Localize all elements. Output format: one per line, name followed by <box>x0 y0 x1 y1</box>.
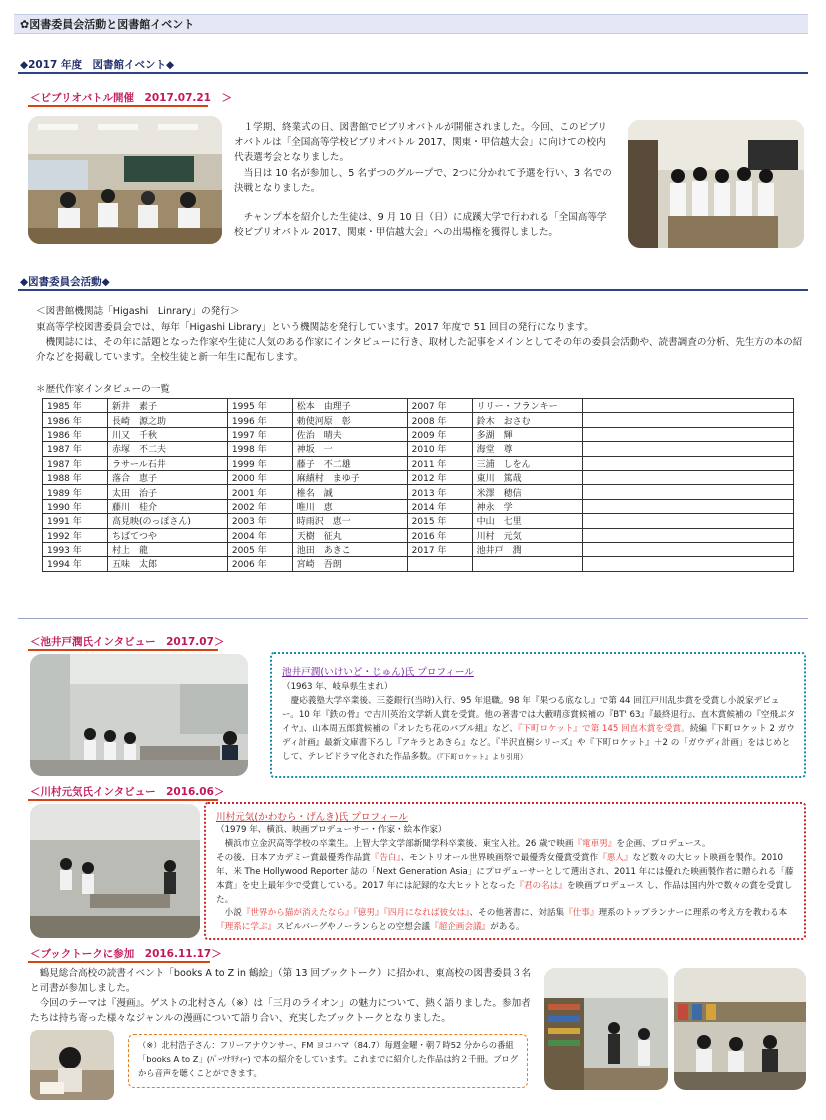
kawamura-interview-photo <box>30 804 200 938</box>
ikeido-rule <box>28 649 218 651</box>
table-cell: 中山 七里 <box>472 514 582 528</box>
kawamura-title: ＜川村元気氏インタビュー 2016.06＞ <box>30 786 225 798</box>
committee-subtitle: ＜図書館機関誌「Higashi Linrary」の発行＞ <box>36 306 240 317</box>
events-rule <box>18 72 808 74</box>
kawamura-profile-body-1: 横浜市立金沢高等学校の卒業生。上智大学文学部新聞学科卒業後、東宝入社。26 歳で映画『電車男』を企画、プロデュース。 その後、日本アカデミー賞最優秀作品賞『告白』、モントリオール世界映画祭で最優秀女優賞受賞作『悪人』など数々の大ヒット映画を製作。2010 年、米 The Hollywood Reporter 誌の「Next Generation Asia」にプロデューサーとして選出され、2011 年には優れた映画製作者に贈られる「藤本賞」を史上最年少で受賞している。2017 年には記録的な大ヒットとなった『君の名は』を映画プロデュース し、作品は国内外で数々の賞を受賞した。 <box>216 839 794 905</box>
table-row <box>43 442 794 456</box>
table-cell-empty <box>582 557 793 571</box>
table-cell: 1998 年 <box>227 442 292 456</box>
table-cell <box>472 557 582 571</box>
table-cell: 1985 年 <box>43 399 108 413</box>
table-cell: 2004 年 <box>227 528 292 542</box>
table-cell-empty <box>582 413 793 427</box>
table-cell: 佐治 晴夫 <box>292 427 407 441</box>
booktalk-speaker-photo <box>30 1030 114 1100</box>
ikeido-title: ＜池井戸潤氏インタビュー 2017.07＞ <box>30 636 225 648</box>
table-cell: 松本 由理子 <box>292 399 407 413</box>
bibliobattle-p3: チャンプ本を紹介した生徒は、9 月 10 日（日）に成蹊大学で行われる「全国高等学校ビブリオバトル 2017、関東・甲信越大会」への出場権を獲得しました。 <box>234 212 607 239</box>
committee-rule <box>18 289 808 291</box>
table-cell: 2014 年 <box>407 499 472 513</box>
kawamura-rule <box>28 799 218 801</box>
table-cell-empty <box>582 514 793 528</box>
table-cell: 1993 年 <box>43 542 108 556</box>
history-table-caption: ＊歴代作家インタビューの一覧 <box>36 384 170 395</box>
table-cell: 1988 年 <box>43 470 108 484</box>
table-cell: 1987 年 <box>43 456 108 470</box>
table-cell: 2005 年 <box>227 542 292 556</box>
table-cell-empty <box>582 427 793 441</box>
table-cell: 多湖 輝 <box>472 427 582 441</box>
table-cell: 時雨沢 恵一 <box>292 514 407 528</box>
bibliobattle-title: ＜ビブリオバトル開催 2017.07.21 ＞ <box>30 92 232 104</box>
table-cell: 川村 元気 <box>472 528 582 542</box>
table-cell: 東川 篤哉 <box>472 470 582 484</box>
booktalk-note: （※）北村浩子さん：フリーアナウンサー、FM ヨコハマ（84.7）毎週金曜・朝７時52 分からの番組「books A to Z」(ﾊﾟｰｿﾅﾘﾃｨｰ) で本の紹介をしています。これまでに紹介した作品は約２千冊。ブログから音声を聴くことができます。 <box>138 1040 519 1078</box>
table-row <box>43 456 794 470</box>
table-cell: 2008 年 <box>407 413 472 427</box>
table-cell: 1987 年 <box>43 442 108 456</box>
booktalk-library-photo <box>544 968 668 1090</box>
table-cell: 1990 年 <box>43 499 108 513</box>
table-cell: 川又 千秋 <box>107 427 227 441</box>
table-cell: 村上 龍 <box>107 542 227 556</box>
table-row <box>43 514 794 528</box>
table-cell-empty <box>582 470 793 484</box>
table-cell: 天樹 征丸 <box>292 528 407 542</box>
table-cell-empty <box>582 442 793 456</box>
table-cell: 太田 治子 <box>107 485 227 499</box>
table-cell: 1997 年 <box>227 427 292 441</box>
table-row <box>43 485 794 499</box>
kawamura-profile-body-2: 小説『世界から猫が消えたなら』『億男』『四月になれば彼女は』、その他著書に、対話集『仕事』理系のトップランナーに理系の考え方を教わる本『理系に学ぶ』スピルバーグやノーランらとの空想会議『超企画会議』がある。 <box>216 908 788 932</box>
booktalk-p1: 鶴見総合高校の読書イベント「books A to Z in 鶴絵」（第 13 回ブックトーク）に招かれ、東高校の図書委員３名と司書が参加しました。 <box>30 968 532 995</box>
booktalk-title: ＜ブックトークに参加 2016.11.17＞ <box>30 948 222 960</box>
table-cell: 宮崎 吾朗 <box>292 557 407 571</box>
table-row <box>43 470 794 484</box>
committee-heading: ◆図書委員会活動◆ <box>20 276 110 288</box>
table-cell: 1996 年 <box>227 413 292 427</box>
table-cell: 2007 年 <box>407 399 472 413</box>
page-banner: ✿図書委員会活動と図書館イベント <box>14 14 808 34</box>
table-cell: 1992 年 <box>43 528 108 542</box>
bibliobattle-p2: 当日は 10 名が参加し、5 名ずつのグループで、2つに分かれて予選を行い、3 名での決戦となりました。 <box>234 168 612 195</box>
bibliobattle-group-photo <box>628 120 804 248</box>
table-cell: 2009 年 <box>407 427 472 441</box>
table-cell: 三浦 しをん <box>472 456 582 470</box>
booktalk-audience-photo <box>674 968 806 1090</box>
table-cell: 1994 年 <box>43 557 108 571</box>
table-cell: 神坂 一 <box>292 442 407 456</box>
table-cell: 2015 年 <box>407 514 472 528</box>
table-row <box>43 427 794 441</box>
table-cell: 長崎 源之助 <box>107 413 227 427</box>
table-cell: 2006 年 <box>227 557 292 571</box>
table-cell: 2000 年 <box>227 470 292 484</box>
table-cell: 1986 年 <box>43 427 108 441</box>
kawamura-profile-title: 川村元気(かわむら・げんき)氏 プロフィール <box>216 812 408 823</box>
table-cell: 神永 学 <box>472 499 582 513</box>
table-cell-empty <box>582 499 793 513</box>
kawamura-profile-sub: （1979 年、横浜、映画プロデューサー・作家・絵本作家） <box>216 825 447 835</box>
bibliobattle-rule <box>28 105 208 107</box>
table-cell: 椎名 誠 <box>292 485 407 499</box>
table-cell: 2010 年 <box>407 442 472 456</box>
table-cell-empty <box>582 542 793 556</box>
table-cell-empty <box>582 399 793 413</box>
table-cell: 2016 年 <box>407 528 472 542</box>
events-heading: ◆2017 年度 図書館イベント◆ <box>20 59 175 71</box>
table-cell: 2002 年 <box>227 499 292 513</box>
table-cell: 1989 年 <box>43 485 108 499</box>
table-cell: 2003 年 <box>227 514 292 528</box>
history-table <box>42 398 794 572</box>
table-cell: 唯川 恵 <box>292 499 407 513</box>
ikeido-profile-title: 池井戸潤(いけいど・じゅん)氏 プロフィール <box>282 667 474 678</box>
table-row <box>43 557 794 571</box>
ikeido-profile-sub: （1963 年、岐阜県生まれ） <box>282 682 393 692</box>
table-cell-empty <box>582 456 793 470</box>
table-cell: ちばてつや <box>107 528 227 542</box>
table-cell: 池田 あきこ <box>292 542 407 556</box>
table-cell: 五味 太郎 <box>107 557 227 571</box>
table-cell: 1999 年 <box>227 456 292 470</box>
table-cell: 1986 年 <box>43 413 108 427</box>
table-cell: 海堂 尊 <box>472 442 582 456</box>
table-cell: 赤塚 不二夫 <box>107 442 227 456</box>
table-cell: 藤子 不二雄 <box>292 456 407 470</box>
section-divider <box>18 618 808 619</box>
table-cell: 1995 年 <box>227 399 292 413</box>
table-cell: 2012 年 <box>407 470 472 484</box>
table-cell: 麻績村 まゆ子 <box>292 470 407 484</box>
table-row <box>43 399 794 413</box>
booktalk-rule <box>28 961 210 963</box>
ikeido-profile-body: 慶応義塾大学卒業後、三菱銀行(当時)入行、95 年退職。98 年『果つる底なし』で第 44 回江戸川乱歩賞を受賞し小説家デビュー。10 年『鉄の骨』で吉川英治文学新人賞を受賞。他の著書では大藪晴彦賞候補の『BT' 63』『最終退行』、直木賞候補の『空飛ぶタイヤ』、山本周五郎賞候補の『オレたち花のバブル組』など、『下町ロケット』で第 145 回直木賞を受賞。続編『下町ロケット 2 ガウディ計画』最新文庫書下ろし『アキラとあきら』など。『半沢直樹シリーズ』や『下町ロケット』＋2 の「ガウディ計画」をはじめとして、テレビドラマ化された作品多数。（『下町ロケット』より引用） <box>282 696 796 762</box>
table-cell: 高見映(のっぽさん) <box>107 514 227 528</box>
table-cell: 新井 素子 <box>107 399 227 413</box>
table-cell: 勅使河原 彰 <box>292 413 407 427</box>
table-cell: 藤川 桂介 <box>107 499 227 513</box>
table-cell: 2011 年 <box>407 456 472 470</box>
table-row <box>43 413 794 427</box>
ikeido-interview-photo <box>30 654 248 776</box>
table-cell: 池井戸 潤 <box>472 542 582 556</box>
table-cell: リリー・フランキー <box>472 399 582 413</box>
bibliobattle-p1: １学期、終業式の日、図書館でビブリオバトルが開催されました。今回、このビブリオバトルは「全国高等学校ビブリオバトル 2017、関東・甲信越大会」に向けての校内代表選考会となりました。 <box>234 122 607 164</box>
table-cell: 1991 年 <box>43 514 108 528</box>
table-row <box>43 499 794 513</box>
table-cell: 米澤 穂信 <box>472 485 582 499</box>
table-cell: 2017 年 <box>407 542 472 556</box>
table-cell: 2013 年 <box>407 485 472 499</box>
table-cell: 2001 年 <box>227 485 292 499</box>
bibliobattle-classroom-photo <box>28 116 222 244</box>
table-row <box>43 542 794 556</box>
table-cell: 鈴木 おさむ <box>472 413 582 427</box>
booktalk-p2: 今回のテーマは『漫画』。ゲストの北村さん（※）は「三月のライオン」の魅力について、熱く語りました。参加者たちは持ち寄った様々なジャンルの漫画について語り合い、充実したブックトークとなりました。 <box>30 998 531 1025</box>
table-cell-empty <box>582 485 793 499</box>
table-cell: ラサール石井 <box>107 456 227 470</box>
committee-p2: 機関誌には、その年に話題となった作家や生徒に人気のある作家にインタビューに行き、取材した記事をメインとしてその年の委員会活動や、読書調査の分析、先生方の本の紹介などを掲載しています。全校生徒と新一年生に配布します。 <box>36 337 803 364</box>
committee-p1: 東高等学校図書委員会では、毎年「Higashi Library」という機関誌を発行しています。2017 年度で 51 回目の発行になります。 <box>36 322 594 333</box>
table-row <box>43 528 794 542</box>
table-cell-empty <box>582 528 793 542</box>
table-cell: 落合 恵子 <box>107 470 227 484</box>
table-cell <box>407 557 472 571</box>
